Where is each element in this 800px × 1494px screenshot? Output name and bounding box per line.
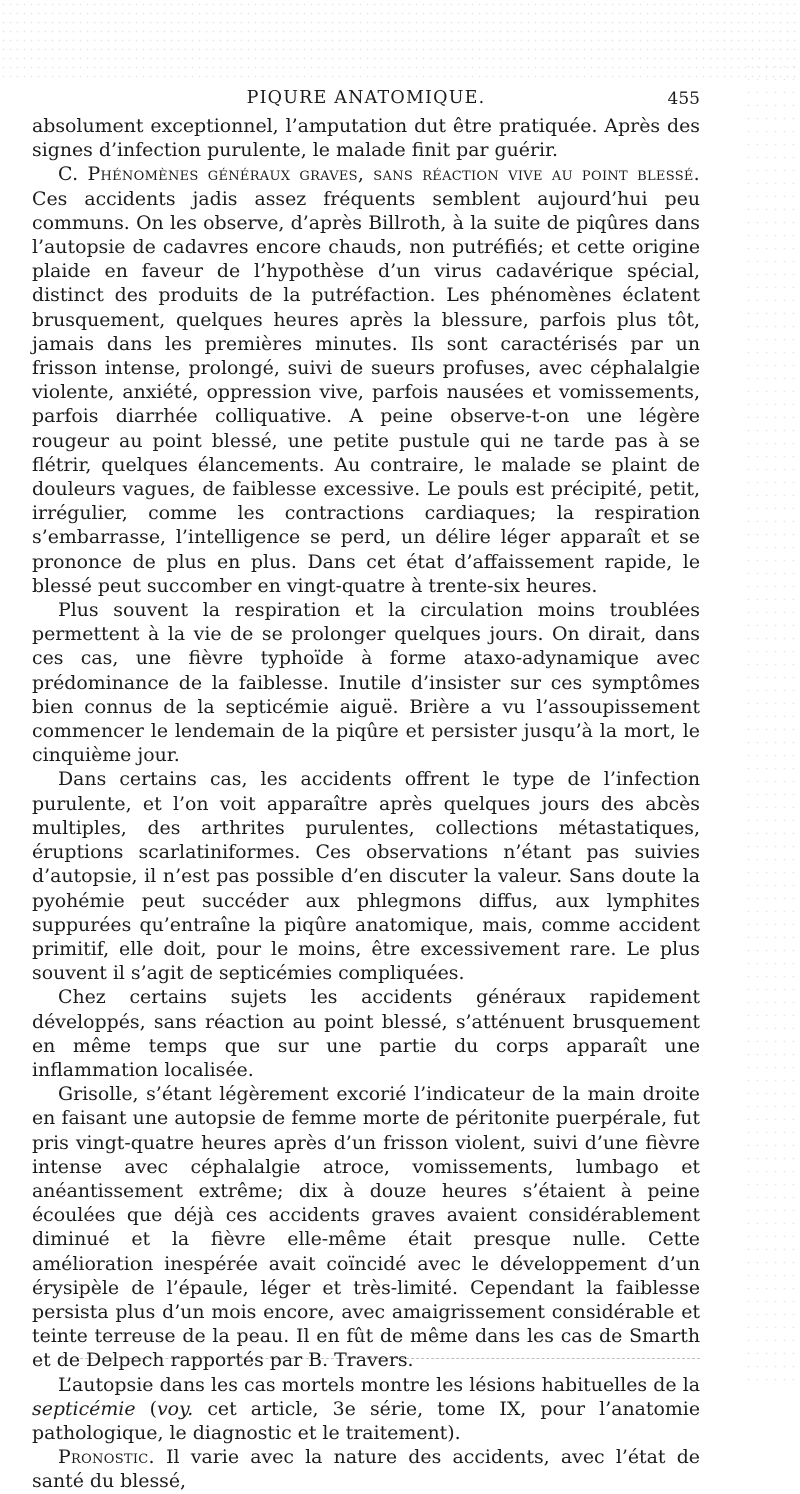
scan-speckle-top: [0, 0, 800, 80]
paragraph: [32, 985, 700, 1082]
paragraph-text: (: [135, 1397, 157, 1420]
section-heading: Pronostic.: [58, 1446, 155, 1469]
paragraph-text: Plus souvent la respiration et la circulation moins troublées permettent à la vie de se prolonger quelques jours. On dirait, dans ces cas, une fièvre typhoïde à forme ataxo-adynamique avec prédominance de la faiblesse. Inutile d’insister sur ces symptômes bien connus de la septicémie aiguë. Brière a vu l’assoupissement commencer le lendemain de la piqûre et persister jusqu’à la mort, le cinquième jour.: [32, 599, 700, 767]
paragraph-continuation: [32, 114, 700, 162]
scan-bottom-marks: [60, 1358, 700, 1363]
paragraph-text: L’autopsie dans les cas mortels montre les lésions habituelles de la: [58, 1373, 700, 1396]
paragraph-autopsie: [32, 1373, 700, 1446]
text-body: [32, 114, 700, 1494]
scan-speckle-right: [744, 60, 800, 1390]
paragraph-text: cet article, 3e série, tome IX, pour l’anatomie pathologique, le diagnostic et le traitement).: [32, 1397, 700, 1444]
section-heading: C. Phénomènes généraux graves, sans réaction vive au point blessé.: [58, 163, 700, 186]
paragraph-text: absolument exceptionnel, l’amputation dut être pratiquée. Après des signes d’infection purulente, le malade finit par guérir.: [32, 115, 700, 162]
paragraph: [32, 767, 700, 985]
paragraph-text: Grisolle, s’étant légèrement excorié l’indicateur de la main droite en faisant une autopsie de femme morte de péritonite puerpérale, fut pris vingt-quatre heures après d’un frisson violent, suivi d’une fièvre intense avec céphalalgie atroce, vomissements, lumbago et anéantissement extrême; dix à douze heures s’étaient à peine écoulées que déjà ces accidents graves avaient considérablement diminué et la fièvre elle-même était presque nulle. Cette amélioration inespérée avait coïncidé avec le développement d’un érysipèle de l’épaule, léger et très-limité. Cependant la faiblesse persista plus d’un mois encore, avec amaigrissement considérable et teinte terreuse de la peau. Il en fût de même dans les cas de Smarth et de Delpech rapportés par B. Travers.: [32, 1083, 700, 1372]
paragraph-text: Ces accidents jadis assez fréquents semblent aujourd’hui peu communs. On les observe, d’après Billroth, à la suite de piqûres dans l’autopsie de cadavres encore chauds, non putréfiés; et cette origine plaide en faveur de l’hypothèse d’un virus cadavérique spécial, distinct des produits de la putréfaction. Les phénomènes éclatent brusquement, quelques heures après la blessure, parfois plus tôt, jamais dans les premières minutes. Ils sont caractérisés par un frisson intense, prolongé, suivi de sueurs profuses, avec céphalalgie violente, anxiété, oppression vive, parfois nausées et vomissements, parfois diarrhée colliquative. A peine observe-t-on une légère rougeur au point blessé, une petite pustule qui ne tarde pas à se flétrir, quelques élancements. Au contraire, le malade se plaint de douleurs vagues, de faiblesse excessive. Le pouls est précipité, petit, irrégulier, comme les contractions cardiaques; la respiration s’embarrasse, l’intelligence se perd, un délire léger apparaît et se prononce de plus en plus. Dans cet état d’affaissement rapide, le blessé peut succomber en vingt-quatre à trente-six heures.: [32, 187, 700, 597]
running-header: [32, 88, 700, 114]
italic-reference: voy.: [156, 1397, 194, 1420]
paragraph: [32, 598, 700, 767]
paragraph-pronostic: [32, 1445, 700, 1493]
paragraph-text: Dans certains cas, les accidents offrent le type de l’infection purulente, et l’on voit apparaître après quelques jours des abcès multiples, des arthrites purulentes, collections métastatiques, éruptions scarlatiniformes. Ces observations n’étant pas suivies d’autopsie, il n’est pas possible d’en discuter la valeur. Sans doute la pyohémie peut succéder aux phlegmons diffus, aux lymphites suppurées qu’entraîne la piqûre anatomique, mais, comme accident primitif, elle doit, pour le moins, être excessivement rare. Le plus souvent il s’agit de septicémies compliquées.: [32, 768, 700, 985]
paragraph-text: Chez certains sujets les accidents généraux rapidement développés, sans réaction au point blessé, s’atténuent brusquement en même temps que sur une partie du corps apparaît une inflammation localisée.: [32, 986, 700, 1081]
paragraph-section-c: [32, 162, 700, 598]
paragraph: [32, 1082, 700, 1372]
italic-term: septicémie: [32, 1397, 136, 1420]
page-number: 455: [667, 89, 700, 109]
running-title: PIQURE ANATOMIQUE.: [246, 88, 486, 108]
paragraph-text: Il varie avec la nature des accidents, avec l’état de santé du blessé,: [32, 1446, 700, 1493]
